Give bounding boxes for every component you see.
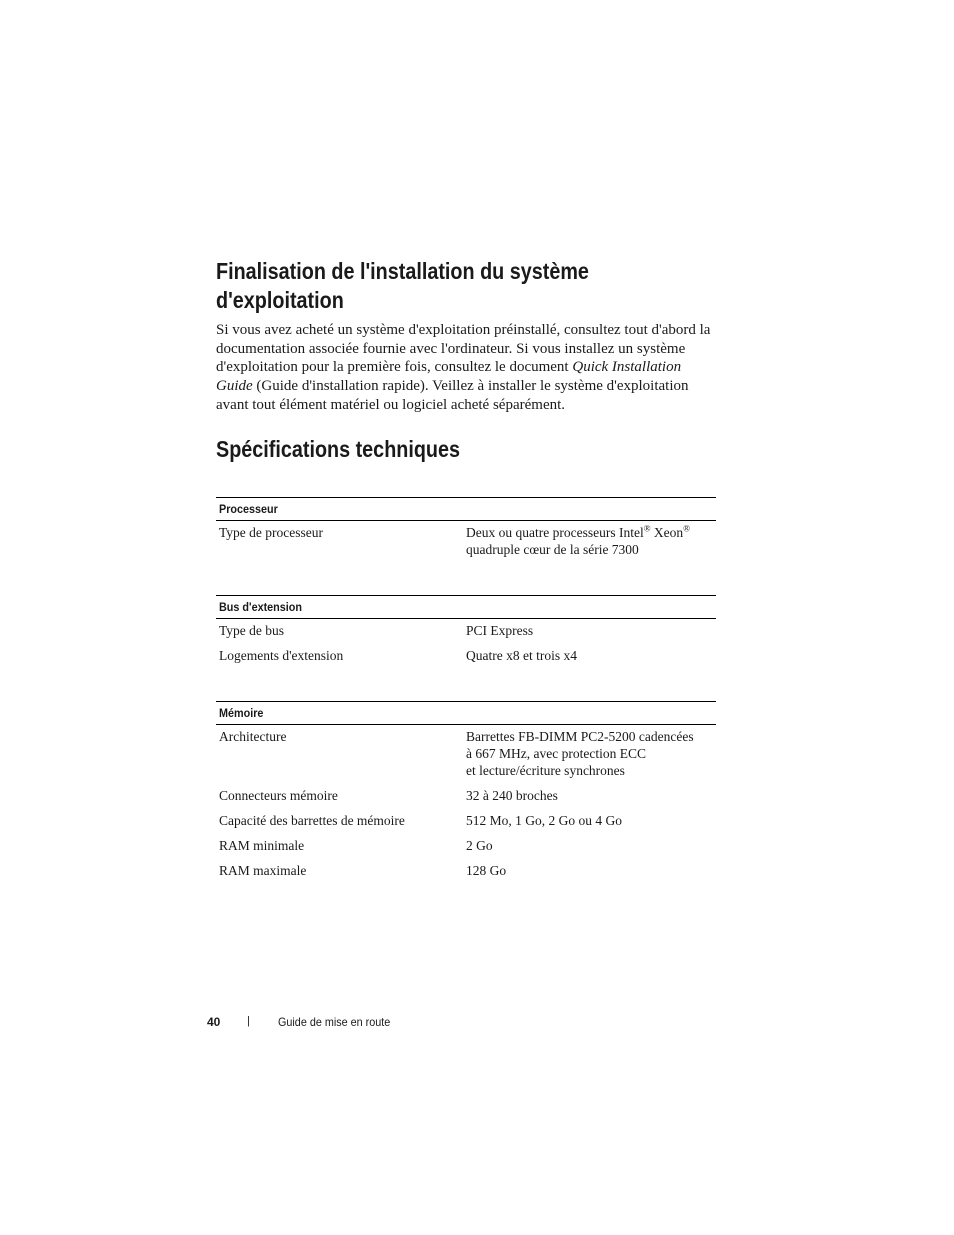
- heading-line-2: d'exploitation: [216, 287, 344, 313]
- spec-value: 32 à 240 broches: [466, 788, 558, 803]
- page-number: 40: [207, 1015, 221, 1029]
- spec-value: Quatre x8 et trois x4: [466, 648, 577, 663]
- spec-label: Connecteurs mémoire: [219, 788, 338, 803]
- intro-paragraph: [216, 321, 716, 415]
- intro-italic-title: Quick Installation Guide: [216, 359, 682, 395]
- section-heading-installation: [216, 257, 663, 315]
- spec-section-bus: [216, 595, 716, 664]
- spec-section-processor: [216, 497, 716, 558]
- spec-header-memory: Mémoire: [216, 701, 716, 725]
- spec-value: Barrettes FB-DIMM PC2-5200 cadencées à 667 MHz, avec protection ECC et lecture/écriture synchrones: [466, 729, 694, 778]
- intro-text-2: (Guide d'installation rapide). Veillez à installer le système d'exploitation avant tout élément matériel ou logiciel acheté séparément.: [216, 378, 689, 413]
- spec-section-memory: [216, 701, 716, 879]
- spec-value: 2 Go: [466, 838, 493, 853]
- spec-header-bus: Bus d'extension: [216, 595, 716, 619]
- spec-value: PCI Express: [466, 623, 534, 638]
- spec-value: 512 Mo, 1 Go, 2 Go ou 4 Go: [466, 813, 623, 828]
- spec-label: RAM maximale: [219, 863, 307, 878]
- spec-row: [216, 862, 716, 879]
- spec-row: [216, 647, 716, 664]
- spec-value: 128 Go: [466, 863, 507, 878]
- spec-label: Type de processeur: [219, 525, 324, 540]
- spec-row: [216, 837, 716, 854]
- footer-document-title: Guide de mise en route: [278, 1015, 391, 1029]
- spec-value: Deux ou quatre processeurs Intel® Xeon® quadruple cœur de la série 7300: [466, 523, 691, 557]
- spec-row: [216, 622, 716, 639]
- section-heading-specifications: Spécifications techniques: [216, 436, 461, 462]
- footer-separator: |: [247, 1015, 250, 1027]
- spec-label: Logements d'extension: [219, 648, 344, 663]
- spec-header-processor: Processeur: [216, 497, 716, 521]
- spec-label: RAM minimale: [219, 838, 305, 853]
- spec-row: [216, 787, 716, 804]
- spec-row: [216, 728, 716, 779]
- spec-label: Capacité des barrettes de mémoire: [219, 813, 405, 828]
- spec-label: Type de bus: [219, 623, 285, 638]
- spec-row: [216, 812, 716, 829]
- spec-label: Architecture: [219, 729, 287, 744]
- intro-text-1: Si vous avez acheté un système d'exploitation préinstallé, consultez tout d'abord la documentation associée fournie avec l'ordinateur. Si vous installez un système d'exploitation pour la première fois, consultez le document: [216, 322, 711, 376]
- heading-line-1: Finalisation de l'installation du système: [216, 258, 589, 284]
- spec-row: [216, 524, 716, 558]
